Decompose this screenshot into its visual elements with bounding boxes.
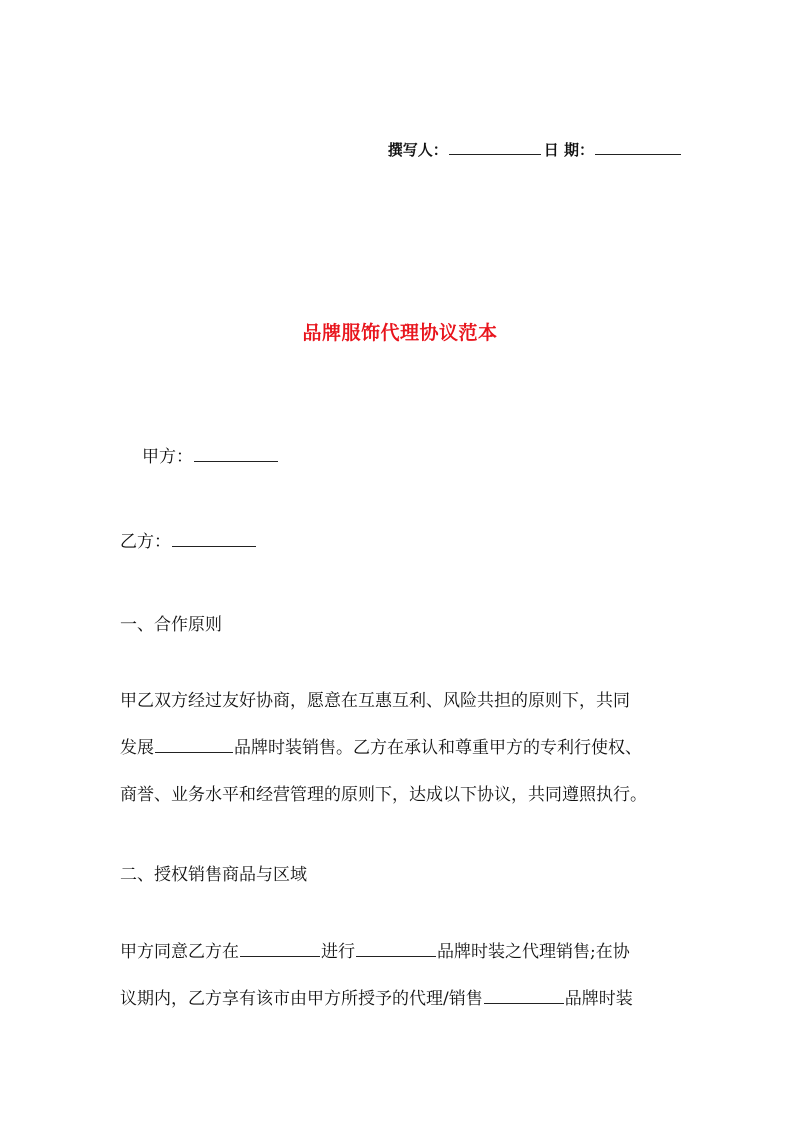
party-a-line bbox=[142, 442, 279, 467]
date-label: 日 期： bbox=[543, 141, 594, 159]
author-blank[interactable] bbox=[449, 153, 541, 155]
document-title: 品牌服饰代理协议范本 bbox=[302, 322, 498, 344]
section-2-line-2: 议期内，乙方享有该市由甲方所授予的代理/销售 品牌时装 bbox=[120, 989, 633, 1009]
region-blank[interactable] bbox=[240, 955, 320, 957]
section-2-heading: 二、授权销售商品与区域 bbox=[120, 865, 307, 885]
brand-blank-3[interactable] bbox=[484, 1002, 564, 1004]
section-1-line-2: 发展 品牌时装销售。乙方在承认和尊重甲方的专利行使权、 bbox=[120, 738, 642, 758]
party-a-blank[interactable] bbox=[194, 460, 278, 462]
party-b-line bbox=[120, 527, 257, 552]
section-1-heading: 一、合作原则 bbox=[120, 615, 222, 635]
section-1-line-3: 商誉、业务水平和经营管理的原则下，达成以下协议，共同遵照执行。 bbox=[120, 785, 647, 805]
party-a-label: 甲方： bbox=[142, 447, 193, 467]
date-blank[interactable] bbox=[595, 153, 681, 155]
brand-blank-2[interactable] bbox=[356, 955, 436, 957]
section-1-line-1: 甲乙双方经过友好协商，愿意在互惠互利、风险共担的原则下，共同 bbox=[120, 691, 630, 711]
section-2-paragraph bbox=[120, 929, 685, 1023]
party-b-blank[interactable] bbox=[172, 545, 256, 547]
author-label: 撰写人： bbox=[387, 141, 448, 159]
section-1-paragraph bbox=[120, 678, 685, 819]
author-date-line bbox=[388, 139, 682, 160]
brand-blank-1[interactable] bbox=[155, 751, 233, 753]
section-2-line-1: 甲方同意乙方在 进行 品牌时装之代理销售;在协 bbox=[120, 942, 630, 962]
party-b-label: 乙方： bbox=[120, 532, 171, 552]
